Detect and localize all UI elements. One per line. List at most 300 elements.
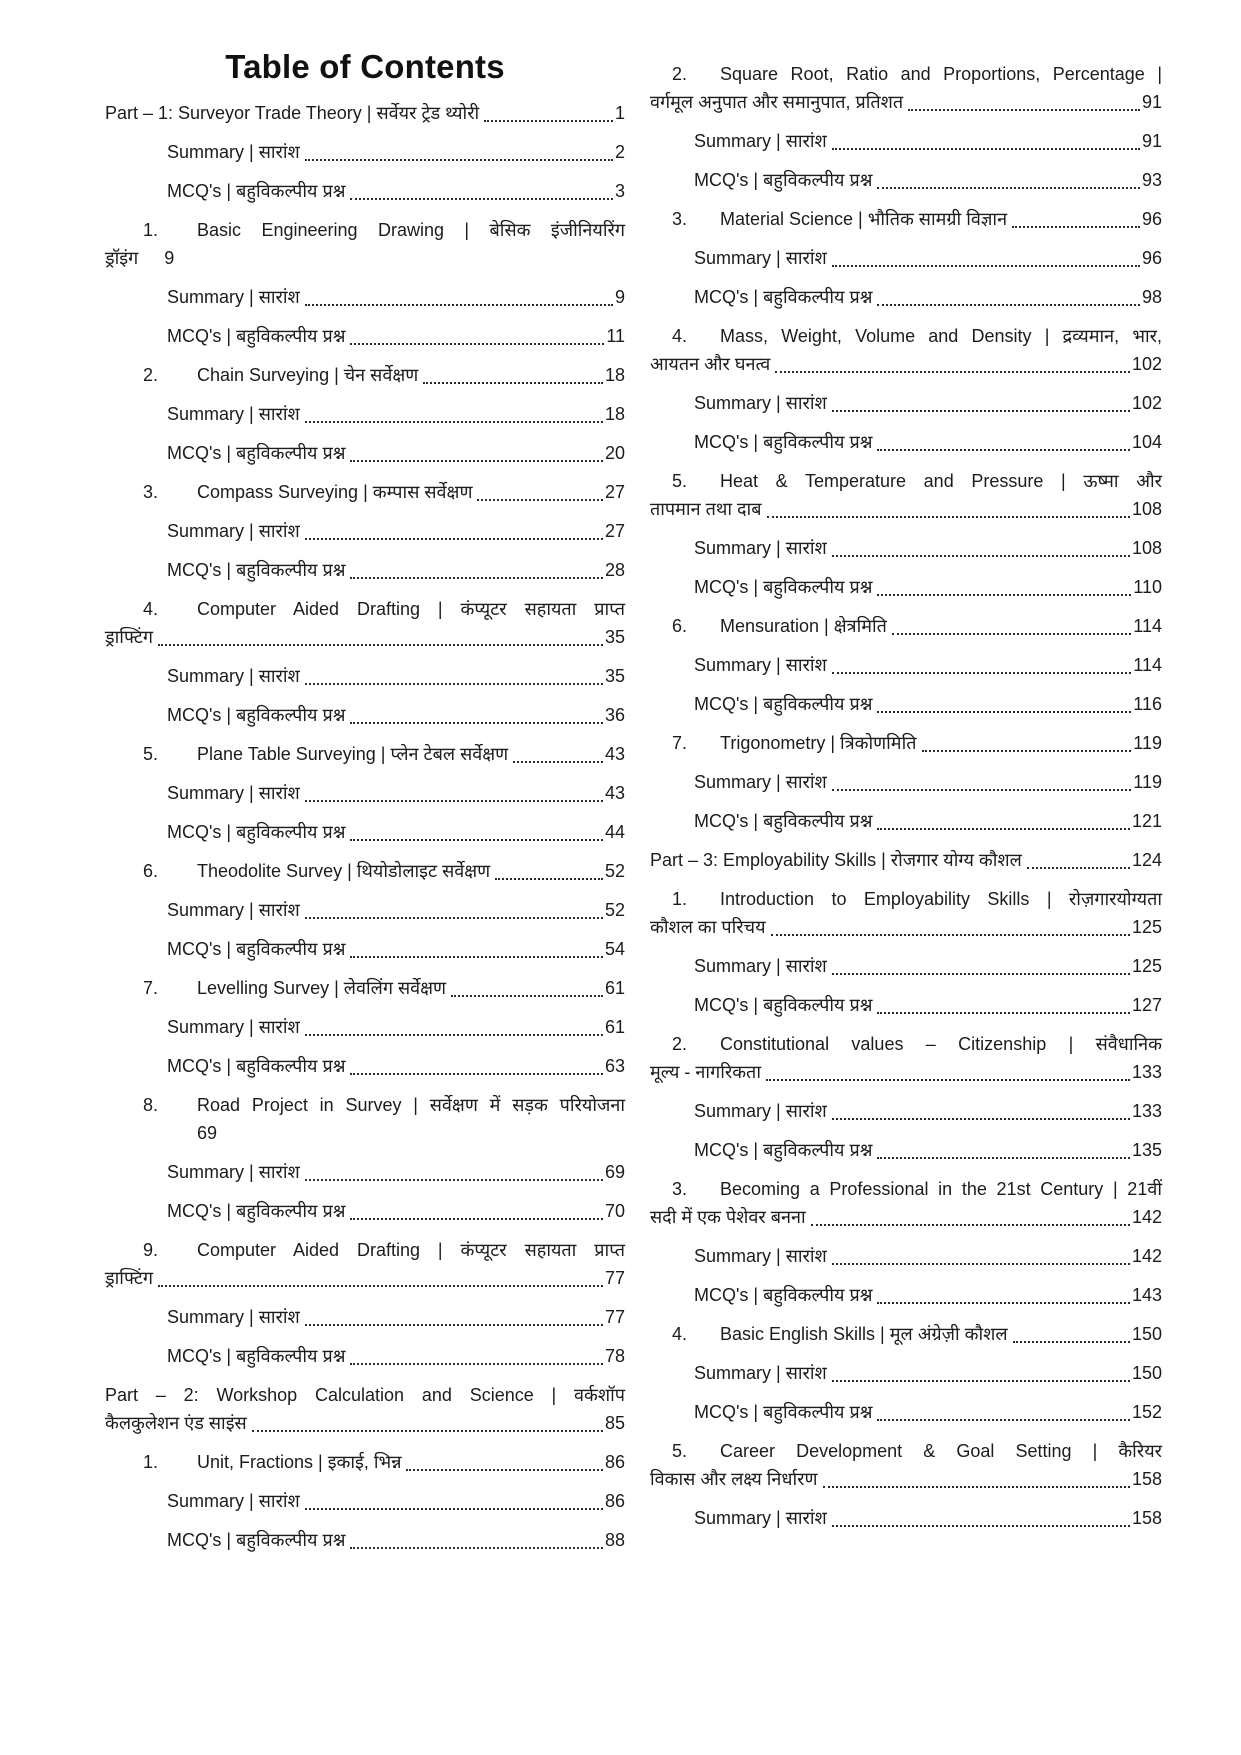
toc-chapter-entry bbox=[650, 205, 1162, 233]
dot-leader bbox=[877, 1301, 1129, 1304]
dot-leader bbox=[350, 1072, 603, 1075]
entry-continuation-line bbox=[650, 913, 1162, 941]
toc-chapter-entry bbox=[105, 216, 625, 272]
toc-chapter-entry bbox=[105, 595, 625, 651]
entry-line bbox=[105, 740, 625, 768]
entry-line bbox=[105, 478, 625, 506]
page-number: 63 bbox=[604, 1056, 625, 1077]
page-number: 77 bbox=[604, 1307, 625, 1328]
page-number: 77 bbox=[604, 1268, 625, 1289]
page-number: 54 bbox=[604, 939, 625, 960]
dot-leader bbox=[1012, 225, 1140, 228]
entry-title: MCQ's | बहुविकल्पीय प्रश्न bbox=[694, 694, 873, 714]
page-number: 85 bbox=[604, 1413, 625, 1434]
toc-summary-entry bbox=[105, 779, 625, 807]
page-number: 20 bbox=[604, 443, 625, 464]
entry-title: Unit, Fractions | इकाई, भिन्न bbox=[197, 1452, 402, 1473]
entry-line bbox=[105, 1197, 625, 1225]
entry-title: MCQ's | बहुविकल्पीय प्रश्न bbox=[694, 432, 873, 452]
dot-leader bbox=[158, 1284, 603, 1287]
entry-continuation-line bbox=[650, 88, 1162, 116]
entry-line bbox=[105, 517, 625, 545]
chapter-number: 1. bbox=[143, 1452, 159, 1473]
chapter-number: 1. bbox=[672, 889, 688, 909]
entry-line bbox=[650, 283, 1162, 311]
entry-title-continuation: कौशल का परिचय bbox=[650, 917, 766, 937]
entry-title: Summary | सारांश bbox=[167, 900, 300, 921]
entry-line bbox=[105, 556, 625, 584]
entry-line bbox=[650, 428, 1162, 456]
dot-leader bbox=[832, 264, 1140, 267]
entry-line bbox=[650, 768, 1162, 796]
toc-mcq-entry bbox=[650, 690, 1162, 718]
chapter-number: 5. bbox=[143, 744, 159, 765]
entry-continuation-line bbox=[650, 1058, 1162, 1086]
entry-line bbox=[650, 1097, 1162, 1125]
entry-title: Compass Surveying | कम्पास सर्वेक्षण bbox=[197, 482, 473, 503]
dot-leader bbox=[252, 1429, 603, 1432]
dot-leader bbox=[350, 342, 604, 345]
dot-leader bbox=[775, 370, 1130, 373]
toc-mcq-entry bbox=[650, 1398, 1162, 1426]
toc-mcq-entry bbox=[650, 991, 1162, 1019]
entry-title: MCQ's | बहुविकल्पीय प्रश्न bbox=[694, 811, 873, 831]
dot-leader bbox=[305, 1178, 603, 1181]
entry-title: MCQ's | बहुविकल्पीय प्रश्न bbox=[167, 326, 346, 347]
page-number: 78 bbox=[604, 1346, 625, 1367]
entry-line bbox=[650, 651, 1162, 679]
entry-title: MCQ's | बहुविकल्पीय प्रश्न bbox=[694, 1285, 873, 1305]
entry-title: MCQ's | बहुविकल्पीय प्रश्न bbox=[694, 1140, 873, 1160]
dot-leader bbox=[832, 409, 1130, 412]
entry-title-continuation: वर्गमूल अनुपात और समानुपात, प्रतिशत bbox=[650, 92, 904, 112]
page-number: 98 bbox=[1141, 287, 1162, 307]
toc-mcq-entry bbox=[650, 1136, 1162, 1164]
entry-title: Trigonometry | त्रिकोणमिति bbox=[720, 733, 917, 753]
entry-line bbox=[105, 1303, 625, 1331]
entry-line bbox=[650, 389, 1162, 417]
entry-line bbox=[650, 166, 1162, 194]
entry-continuation-line bbox=[650, 495, 1162, 523]
entry-title: Summary | सारांश bbox=[167, 1017, 300, 1038]
toc-mcq-entry bbox=[105, 935, 625, 963]
entry-title: Summary | सारांश bbox=[694, 1363, 827, 1383]
entry-title: MCQ's | बहुविकल्पीय प्रश्न bbox=[167, 1530, 346, 1551]
entry-line bbox=[105, 1342, 625, 1370]
entry-line bbox=[105, 1487, 625, 1515]
entry-line bbox=[105, 1158, 625, 1186]
entry-title-line1: Constitutional values – Citizenship | संवैधानिक bbox=[720, 1034, 1162, 1054]
page-number: 70 bbox=[604, 1201, 625, 1222]
dot-leader bbox=[877, 1011, 1129, 1014]
dot-leader bbox=[158, 643, 603, 646]
page-number: 93 bbox=[1141, 170, 1162, 190]
toc-chapter-entry bbox=[105, 857, 625, 885]
entry-title: Summary | सारांश bbox=[694, 1101, 827, 1121]
toc-summary-entry bbox=[105, 1303, 625, 1331]
entry-title: Summary | सारांश bbox=[694, 248, 827, 268]
page-number: 125 bbox=[1131, 917, 1162, 937]
entry-line bbox=[650, 1504, 1162, 1532]
entry-title: MCQ's | बहुविकल्पीय प्रश्न bbox=[694, 1402, 873, 1422]
dot-leader bbox=[832, 1379, 1130, 1382]
entry-title: MCQ's | बहुविकल्पीय प्रश्न bbox=[694, 995, 873, 1015]
toc-summary-entry bbox=[105, 662, 625, 690]
dot-leader bbox=[766, 1078, 1130, 1081]
entry-title-line1: Square Root, Ratio and Proportions, Percentage | bbox=[720, 64, 1162, 84]
toc-chapter-entry bbox=[105, 1091, 625, 1147]
chapter-number: 5. bbox=[672, 471, 688, 491]
toc-summary-entry bbox=[650, 244, 1162, 272]
page-number: 86 bbox=[604, 1491, 625, 1512]
dot-leader bbox=[305, 1323, 603, 1326]
entry-title: Summary | सारांश bbox=[694, 655, 827, 675]
entry-title-continuation: ड्राफ्टिंग bbox=[105, 1268, 154, 1289]
page-number: 2 bbox=[614, 142, 625, 163]
entry-line bbox=[105, 1526, 625, 1554]
toc-chapter-entry bbox=[105, 361, 625, 389]
dot-leader bbox=[484, 119, 613, 122]
entry-line bbox=[650, 846, 1162, 874]
entry-continuation-line bbox=[105, 623, 625, 651]
entry-line bbox=[105, 138, 625, 166]
entry-title: MCQ's | बहुविकल्पीय प्रश्न bbox=[694, 170, 873, 190]
toc-chapter-entry bbox=[650, 322, 1162, 378]
dot-leader bbox=[305, 537, 603, 540]
entry-title: Summary | सारांश bbox=[167, 1307, 300, 1328]
dot-leader bbox=[451, 994, 603, 997]
chapter-number: 7. bbox=[672, 733, 688, 753]
dot-leader bbox=[922, 749, 1132, 752]
toc-chapter-entry bbox=[650, 1175, 1162, 1231]
entry-title: MCQ's | बहुविकल्पीय प्रश्न bbox=[167, 1201, 346, 1222]
dot-leader bbox=[877, 303, 1140, 306]
toc-chapter-entry bbox=[650, 729, 1162, 757]
entry-line bbox=[650, 952, 1162, 980]
dot-leader bbox=[305, 1507, 603, 1510]
toc-part-heading bbox=[650, 846, 1162, 874]
entry-title-continuation: मूल्य - नागरिकता bbox=[650, 1062, 761, 1082]
entry-line bbox=[650, 807, 1162, 835]
toc-mcq-entry bbox=[650, 166, 1162, 194]
dot-leader bbox=[877, 827, 1129, 830]
entry-title: MCQ's | बहुविकल्पीय प्रश्न bbox=[694, 577, 873, 597]
dot-leader bbox=[305, 682, 603, 685]
page-number: 27 bbox=[604, 482, 625, 503]
toc-mcq-entry bbox=[105, 177, 625, 205]
entry-first-line bbox=[650, 467, 1162, 495]
page-number: 91 bbox=[1141, 131, 1162, 151]
entry-title: Basic English Skills | मूल अंग्रेज़ी कौशल bbox=[720, 1324, 1008, 1344]
dot-leader bbox=[305, 1033, 603, 1036]
entry-line bbox=[105, 857, 625, 885]
toc-chapter-entry bbox=[650, 467, 1162, 523]
chapter-number: 1. bbox=[143, 220, 159, 241]
entry-title-continuation: कैलकुलेशन एंड साइंस bbox=[105, 1413, 247, 1434]
toc-mcq-entry bbox=[105, 701, 625, 729]
toc-chapter-entry bbox=[105, 1236, 625, 1292]
entry-first-line bbox=[650, 1030, 1162, 1058]
entry-first-line bbox=[105, 595, 625, 623]
page-number: 158 bbox=[1131, 1469, 1162, 1489]
toc-entries-right bbox=[650, 60, 1162, 1532]
dot-leader bbox=[305, 916, 603, 919]
toc-summary-entry bbox=[105, 1013, 625, 1041]
entry-title-line1: Computer Aided Drafting | कंप्यूटर सहायता प्राप्त bbox=[197, 1240, 625, 1261]
page-number: 36 bbox=[604, 705, 625, 726]
dot-leader bbox=[771, 933, 1130, 936]
toc-chapter-entry bbox=[650, 1437, 1162, 1493]
dot-leader bbox=[832, 554, 1130, 557]
dot-leader bbox=[832, 147, 1140, 150]
page-number: 152 bbox=[1131, 1402, 1162, 1422]
entry-title: Summary | सारांश bbox=[694, 772, 827, 792]
page-number: 43 bbox=[604, 783, 625, 804]
toc-mcq-entry bbox=[105, 322, 625, 350]
entry-line bbox=[650, 991, 1162, 1019]
page-number: 150 bbox=[1131, 1363, 1162, 1383]
entry-title: MCQ's | बहुविकल्पीय प्रश्न bbox=[167, 1056, 346, 1077]
entry-title: Summary | सारांश bbox=[167, 287, 300, 308]
chapter-number: 2. bbox=[143, 365, 159, 386]
entry-line bbox=[650, 1320, 1162, 1348]
toc-chapter-entry bbox=[105, 740, 625, 768]
entry-line bbox=[650, 729, 1162, 757]
dot-leader bbox=[406, 1468, 603, 1471]
page-number: 9 bbox=[164, 248, 175, 269]
page-number: 114 bbox=[1133, 616, 1162, 636]
entry-title: Summary | सारांश bbox=[167, 1491, 300, 1512]
entry-title: Summary | सारांश bbox=[167, 521, 300, 542]
entry-title: MCQ's | बहुविकल्पीय प्रश्न bbox=[167, 560, 346, 581]
entry-line bbox=[105, 361, 625, 389]
entry-title: Summary | सारांश bbox=[167, 783, 300, 804]
entry-first-line bbox=[650, 885, 1162, 913]
page-number: 96 bbox=[1141, 209, 1162, 229]
dot-leader bbox=[877, 710, 1131, 713]
entry-title-continuation: ड्राफ्टिंग bbox=[105, 627, 154, 648]
page-number: 142 bbox=[1131, 1207, 1162, 1227]
entry-title: Summary | सारांश bbox=[694, 956, 827, 976]
entry-line bbox=[105, 818, 625, 846]
toc-column-left bbox=[105, 46, 625, 1565]
entry-line bbox=[105, 99, 625, 127]
toc-mcq-entry bbox=[650, 428, 1162, 456]
toc-part-heading bbox=[105, 99, 625, 127]
toc-summary-entry bbox=[105, 283, 625, 311]
entry-line bbox=[105, 1013, 625, 1041]
entry-title: MCQ's | बहुविकल्पीय प्रश्न bbox=[694, 287, 873, 307]
entry-title-line1: Introduction to Employability Skills | रोज़गारयोग्यता bbox=[720, 889, 1162, 909]
toc-summary-entry bbox=[105, 517, 625, 545]
entry-title: Theodolite Survey | थियोडोलाइट सर्वेक्षण bbox=[197, 861, 491, 882]
dot-leader bbox=[305, 158, 613, 161]
entry-continuation-line bbox=[105, 1409, 625, 1437]
entry-line bbox=[650, 1136, 1162, 1164]
chapter-number: 2. bbox=[672, 1034, 688, 1054]
entry-line bbox=[105, 935, 625, 963]
page-number: 135 bbox=[1131, 1140, 1162, 1160]
entry-continuation-line bbox=[650, 1203, 1162, 1231]
entry-first-line bbox=[650, 60, 1162, 88]
dot-leader bbox=[350, 197, 613, 200]
entry-line bbox=[105, 896, 625, 924]
toc-chapter-entry bbox=[105, 974, 625, 1002]
page-number: 1 bbox=[614, 103, 625, 124]
chapter-number: 4. bbox=[672, 326, 688, 346]
entry-title-continuation: आयतन और घनत्व bbox=[650, 354, 771, 374]
dot-leader bbox=[495, 877, 603, 880]
dot-leader bbox=[350, 576, 603, 579]
entry-title: Plane Table Surveying | प्लेन टेबल सर्वेक्षण bbox=[197, 744, 509, 765]
entry-title: Levelling Survey | लेवलिंग सर्वेक्षण bbox=[197, 978, 447, 999]
toc-summary-entry bbox=[105, 400, 625, 428]
toc-summary-entry bbox=[105, 1158, 625, 1186]
chapter-number: 8. bbox=[143, 1095, 159, 1116]
dot-leader bbox=[350, 838, 603, 841]
entry-line bbox=[105, 283, 625, 311]
entry-title: Summary | सारांश bbox=[167, 404, 300, 425]
dot-leader bbox=[350, 459, 603, 462]
toc-entries-left bbox=[105, 99, 625, 1554]
dot-leader bbox=[305, 303, 613, 306]
dot-leader bbox=[350, 1546, 603, 1549]
chapter-number: 4. bbox=[143, 599, 159, 620]
toc-mcq-entry bbox=[105, 439, 625, 467]
page-number: 88 bbox=[604, 1530, 625, 1551]
toc-summary-entry bbox=[650, 127, 1162, 155]
entry-title: Summary | सारांश bbox=[167, 142, 300, 163]
dot-leader bbox=[877, 448, 1129, 451]
entry-title: MCQ's | बहुविकल्पीय प्रश्न bbox=[167, 181, 346, 202]
dot-leader bbox=[832, 1117, 1130, 1120]
toc-mcq-entry bbox=[650, 807, 1162, 835]
dot-leader bbox=[832, 788, 1132, 791]
entry-title: Part – 3: Employability Skills | रोजगार योग्य कौशल bbox=[650, 850, 1022, 870]
entry-title: Summary | सारांश bbox=[167, 666, 300, 687]
chapter-number: 4. bbox=[672, 1324, 688, 1344]
entry-line bbox=[650, 1359, 1162, 1387]
chapter-number: 3. bbox=[672, 1179, 688, 1199]
entry-title-line1: Becoming a Professional in the 21st Century | 21वीं bbox=[720, 1179, 1162, 1199]
page-number: 3 bbox=[614, 181, 625, 202]
toc-chapter-entry bbox=[650, 1320, 1162, 1348]
toc-chapter-entry bbox=[105, 478, 625, 506]
entry-title: MCQ's | बहुविकल्पीय प्रश्न bbox=[167, 705, 346, 726]
entry-title-line1: Career Development & Goal Setting | कैरियर bbox=[720, 1441, 1162, 1461]
page-number: 110 bbox=[1133, 577, 1162, 597]
page-number: 119 bbox=[1133, 772, 1162, 792]
page-number: 121 bbox=[1131, 811, 1162, 831]
page-number: 52 bbox=[604, 900, 625, 921]
entry-first-line bbox=[650, 1437, 1162, 1465]
entry-line bbox=[650, 573, 1162, 601]
page-number: 61 bbox=[604, 1017, 625, 1038]
entry-line bbox=[105, 974, 625, 1002]
entry-title: Summary | सारांश bbox=[167, 1162, 300, 1183]
dot-leader bbox=[832, 1262, 1130, 1265]
toc-mcq-entry bbox=[105, 1342, 625, 1370]
dot-leader bbox=[1013, 1340, 1130, 1343]
dot-leader bbox=[892, 632, 1131, 635]
page-number: 86 bbox=[604, 1452, 625, 1473]
dot-leader bbox=[350, 1217, 603, 1220]
chapter-number: 3. bbox=[672, 209, 688, 229]
chapter-number: 9. bbox=[143, 1240, 159, 1261]
entry-line bbox=[650, 690, 1162, 718]
toc-chapter-entry bbox=[650, 885, 1162, 941]
dot-leader bbox=[877, 1418, 1129, 1421]
entry-title: Mensuration | क्षेत्रमिति bbox=[720, 616, 887, 636]
entry-line bbox=[105, 662, 625, 690]
page-number: 116 bbox=[1133, 694, 1162, 714]
toc-summary-entry bbox=[105, 1487, 625, 1515]
chapter-number: 2. bbox=[672, 64, 688, 84]
dot-leader bbox=[350, 955, 603, 958]
entry-title-continuation: तापमान तथा दाब bbox=[650, 499, 762, 519]
page-number: 18 bbox=[604, 365, 625, 386]
toc-chapter-entry bbox=[650, 60, 1162, 116]
page-number: 91 bbox=[1141, 92, 1162, 112]
entry-line bbox=[650, 534, 1162, 562]
entry-continuation-line bbox=[105, 1264, 625, 1292]
toc-chapter-entry bbox=[650, 1030, 1162, 1086]
page-number: 102 bbox=[1131, 354, 1162, 374]
entry-line bbox=[650, 244, 1162, 272]
dot-leader bbox=[305, 799, 603, 802]
entry-line bbox=[650, 1242, 1162, 1270]
page-number: 28 bbox=[604, 560, 625, 581]
page-number: 35 bbox=[604, 627, 625, 648]
dot-leader bbox=[811, 1223, 1130, 1226]
dot-leader bbox=[908, 108, 1140, 111]
toc-summary-entry bbox=[650, 1504, 1162, 1532]
toc-summary-entry bbox=[105, 138, 625, 166]
toc-summary-entry bbox=[105, 896, 625, 924]
entry-line bbox=[650, 612, 1162, 640]
page-number: 18 bbox=[604, 404, 625, 425]
entry-title: Part – 1: Surveyor Trade Theory | सर्वेयर ट्रेड थ्योरी bbox=[105, 103, 480, 124]
chapter-number: 6. bbox=[143, 861, 159, 882]
toc-mcq-entry bbox=[650, 573, 1162, 601]
page-number: 125 bbox=[1131, 956, 1162, 976]
toc-summary-entry bbox=[650, 389, 1162, 417]
entry-continuation-line bbox=[650, 1465, 1162, 1493]
page-number: 104 bbox=[1131, 432, 1162, 452]
page-number: 69 bbox=[197, 1123, 218, 1144]
entry-title: MCQ's | बहुविकल्पीय प्रश्न bbox=[167, 822, 346, 843]
entry-line bbox=[105, 439, 625, 467]
toc-mcq-entry bbox=[650, 1281, 1162, 1309]
page-number: 9 bbox=[614, 287, 625, 308]
toc-column-right bbox=[650, 46, 1162, 1543]
page-number: 150 bbox=[1131, 1324, 1162, 1344]
entry-title: Summary | सारांश bbox=[694, 393, 827, 413]
entry-title: Summary | सारांश bbox=[694, 538, 827, 558]
entry-title-continuation: सदी में एक पेशेवर बनना bbox=[650, 1207, 806, 1227]
dot-leader bbox=[767, 515, 1130, 518]
entry-first-line bbox=[105, 1091, 625, 1119]
dot-leader bbox=[877, 186, 1140, 189]
page-number: 143 bbox=[1131, 1285, 1162, 1305]
entry-continuation-line bbox=[650, 350, 1162, 378]
page-number: 61 bbox=[604, 978, 625, 999]
toc-chapter-entry bbox=[650, 612, 1162, 640]
entry-title-line1: Heat & Temperature and Pressure | ऊष्मा और bbox=[720, 471, 1162, 491]
page-number: 133 bbox=[1131, 1101, 1162, 1121]
toc-mcq-entry bbox=[105, 1052, 625, 1080]
entry-title-continuation: ड्रॉइंग bbox=[105, 248, 139, 269]
